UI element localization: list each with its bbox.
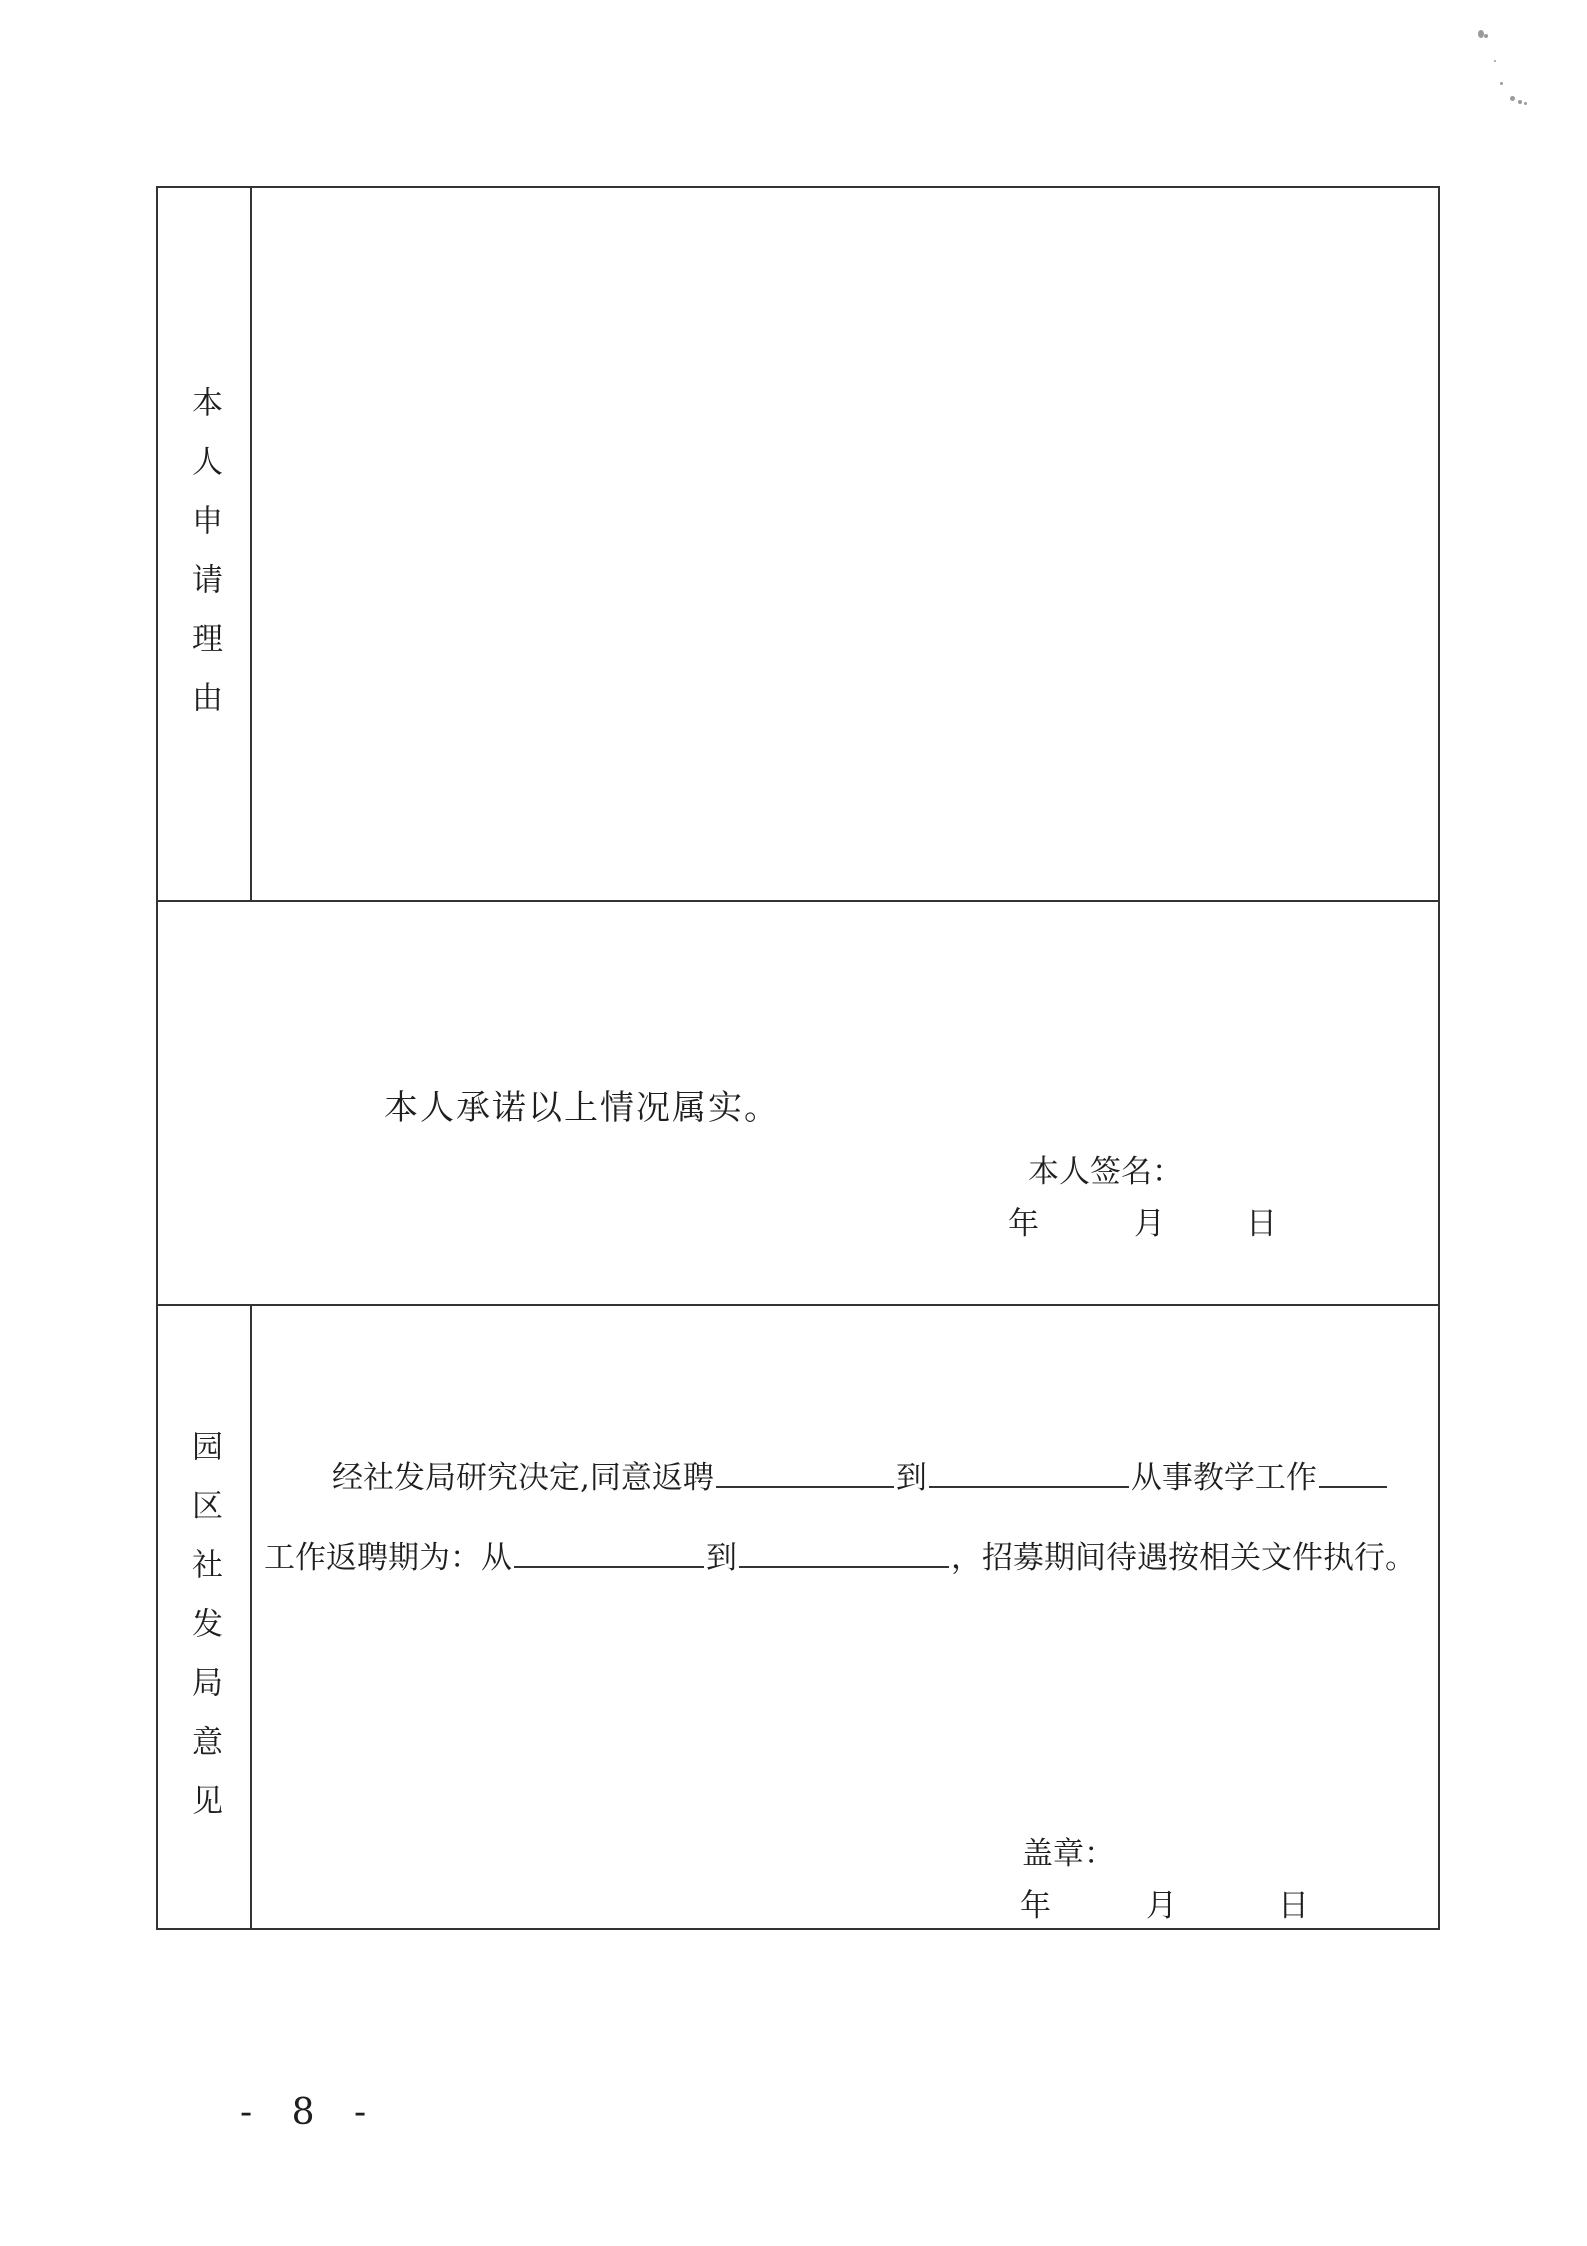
- period-to-label: 到: [706, 1540, 737, 1576]
- date-year-label: 年: [1020, 1888, 1051, 1924]
- opinion-label: 园区社发局意见: [186, 1430, 222, 1843]
- rehire-name-blank[interactable]: [716, 1456, 894, 1488]
- opinion-content-cell: [252, 1304, 1438, 1928]
- rehire-decision-suffix: 从事教学工作: [1130, 1460, 1317, 1496]
- page-number: - 8 -: [240, 2092, 381, 2133]
- rehire-period-line: [264, 1532, 1416, 1577]
- rehire-to-label: 到: [895, 1460, 927, 1496]
- date-day-label: 日: [1278, 1888, 1309, 1924]
- rehire-school-blank[interactable]: [929, 1456, 1129, 1488]
- rehire-subject-blank[interactable]: [1319, 1456, 1387, 1488]
- pledge-statement: 本人承诺以上情况属实。: [384, 1088, 780, 1128]
- signature-label: 本人签名：: [1028, 1154, 1183, 1190]
- rehire-period-suffix: ，招募期间待遇按相关文件执行。: [951, 1540, 1416, 1576]
- date-month-label: 月: [1146, 1888, 1177, 1924]
- date-month-label: 月: [1134, 1206, 1165, 1242]
- seal-label: 盖章：: [1022, 1836, 1115, 1872]
- period-start-blank[interactable]: [514, 1536, 704, 1568]
- opinion-label-cell: [158, 1304, 252, 1928]
- reason-content-cell[interactable]: [252, 188, 1438, 900]
- rehire-decision-line: [332, 1452, 1389, 1497]
- scan-specks: [1470, 20, 1540, 120]
- reason-label-cell: [158, 188, 252, 900]
- pledge-row: [156, 900, 1440, 1306]
- opinion-row: [156, 1304, 1440, 1930]
- rehire-decision-prefix: 经社发局研究决定,同意返聘: [332, 1460, 714, 1496]
- date-year-label: 年: [1008, 1206, 1039, 1242]
- reason-row: [156, 186, 1440, 902]
- period-end-blank[interactable]: [739, 1536, 949, 1568]
- application-form-table: [156, 186, 1440, 1930]
- reason-label: 本人申请理由: [186, 386, 222, 740]
- date-day-label: 日: [1246, 1206, 1277, 1242]
- rehire-period-prefix: 工作返聘期为：从: [264, 1540, 512, 1576]
